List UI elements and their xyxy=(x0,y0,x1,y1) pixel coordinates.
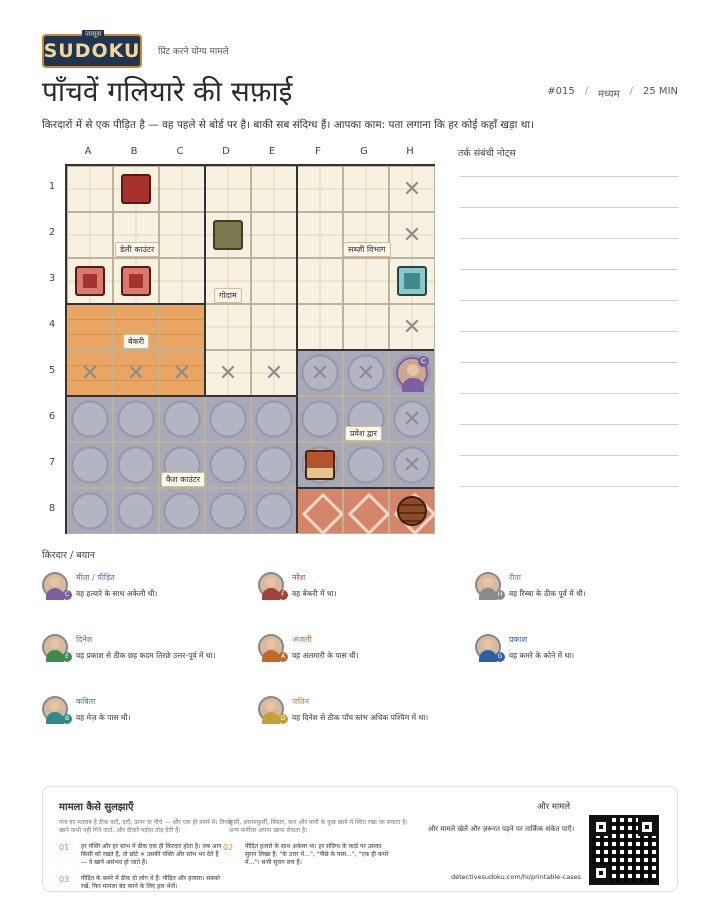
step-number: 03 xyxy=(59,875,70,884)
x-mark[interactable]: ✕ xyxy=(126,360,146,386)
grid-cell[interactable] xyxy=(297,488,343,534)
column-label: D xyxy=(222,146,230,157)
grid-cell[interactable] xyxy=(159,488,205,534)
grid-cell[interactable] xyxy=(343,304,389,350)
character-name: रीता xyxy=(509,573,521,582)
more-cases-title: और मामले xyxy=(537,802,571,812)
avatar xyxy=(258,572,284,598)
character-card[interactable] xyxy=(42,634,252,670)
armchair-icon xyxy=(121,174,151,204)
x-mark[interactable]: ✕ xyxy=(402,176,422,202)
column-labels xyxy=(65,146,435,160)
grid-cell[interactable] xyxy=(159,258,205,304)
grid-cell[interactable] xyxy=(251,304,297,350)
column-label: G xyxy=(360,146,368,157)
note-line xyxy=(460,207,678,208)
column-label: H xyxy=(406,146,414,157)
meta-separator: / xyxy=(629,86,634,97)
grid-cell[interactable] xyxy=(297,212,343,258)
step-text: पीड़ित हत्यारे के साथ अकेला था। हर संदिग्ध के कार्ड पर उसका सुराग लिखा है: "के उत्तर में…", "पीछे के पास…", "एक ही कमरे में…"। सभी सुराग सच हैं। xyxy=(245,843,389,867)
grid-cell[interactable] xyxy=(251,258,297,304)
step-number: 02 xyxy=(223,843,234,852)
grid-cell[interactable] xyxy=(343,258,389,304)
avatar-letter: D xyxy=(278,714,288,724)
puzzle-grid xyxy=(65,164,435,534)
victim-token-letter: C xyxy=(418,356,429,367)
row-label: 6 xyxy=(48,411,56,422)
character-name: मीता / पीड़ित xyxy=(76,573,115,582)
x-mark[interactable]: ✕ xyxy=(402,314,422,340)
avatar-letter: E xyxy=(62,652,72,662)
zone-label-produce: सब्ज़ी विभाग xyxy=(343,242,391,257)
time-estimate: 25 MIN xyxy=(643,86,678,97)
avatar xyxy=(42,634,68,660)
grid-cell[interactable] xyxy=(343,442,389,488)
column-label: F xyxy=(315,146,321,157)
x-mark[interactable]: ✕ xyxy=(218,360,238,386)
x-mark[interactable]: ✕ xyxy=(310,360,330,386)
character-name: प्रकाश xyxy=(509,635,528,644)
grid-cell[interactable] xyxy=(113,442,159,488)
character-statement: वह बेकरी में था। xyxy=(292,589,337,598)
row-label: 3 xyxy=(48,273,56,284)
row-label: 1 xyxy=(48,181,56,192)
grid-cell[interactable] xyxy=(297,258,343,304)
avatar xyxy=(475,634,501,660)
character-card[interactable] xyxy=(258,696,468,732)
case-meta xyxy=(547,86,678,100)
grid-cell[interactable] xyxy=(67,212,113,258)
grid-cell[interactable] xyxy=(297,304,343,350)
grid-cell[interactable] xyxy=(205,488,251,534)
column-label: C xyxy=(176,146,184,157)
how-to-intro-right: कुर्सी, आरामकुर्सी, बिस्तर, कार और पानी के कुछ खाने में स्थित रखा जा सकता है। अन्य फ़र्नीचर अपना खाना रोकता है। xyxy=(229,819,408,834)
x-mark[interactable]: ✕ xyxy=(402,452,422,478)
grid-cell[interactable] xyxy=(251,166,297,212)
character-name: अंजली xyxy=(292,635,312,644)
grid-cell[interactable] xyxy=(251,488,297,534)
qr-finder xyxy=(592,818,610,836)
column-label: A xyxy=(84,146,92,157)
character-card[interactable] xyxy=(42,572,252,608)
grid-cell[interactable] xyxy=(297,166,343,212)
grid-cell[interactable] xyxy=(251,442,297,488)
character-statement: वह रिब्बा के ठीक पूर्व में थी। xyxy=(509,589,586,598)
table-icon xyxy=(213,220,243,250)
row-labels xyxy=(44,164,60,534)
note-line xyxy=(460,455,678,456)
grid-cell[interactable] xyxy=(205,442,251,488)
note-line xyxy=(460,300,678,301)
x-mark[interactable]: ✕ xyxy=(356,360,376,386)
row-label: 4 xyxy=(48,319,56,330)
zone-label-deli: डेली काउंटर xyxy=(115,242,159,257)
qr-finder xyxy=(638,818,656,836)
more-cases-text: और मामले खेलें और ज़रूरत पड़ने पर तार्किक संकेत पाएँ। xyxy=(428,825,575,833)
grid-cell[interactable] xyxy=(67,396,113,442)
logo xyxy=(42,30,142,68)
note-line xyxy=(460,393,678,394)
note-line xyxy=(460,486,678,487)
avatar xyxy=(42,696,68,722)
qr-code-icon[interactable] xyxy=(589,815,659,885)
grid-cell[interactable] xyxy=(67,304,113,350)
row-label: 7 xyxy=(48,457,56,468)
page-title: पाँचवें गलियारे की सफ़ाई xyxy=(42,75,293,108)
room-wall xyxy=(204,166,206,304)
victim-token[interactable] xyxy=(396,357,428,389)
grid-cell[interactable] xyxy=(113,396,159,442)
zone-label-entrance: प्रवेश द्वार xyxy=(345,426,382,441)
character-name: दिनेश xyxy=(76,635,93,644)
character-statement: वह मेज़ के पास थी। xyxy=(76,713,131,722)
meta-separator: / xyxy=(584,86,589,97)
avatar xyxy=(258,634,284,660)
avatar xyxy=(475,572,501,598)
qr-finder xyxy=(592,864,610,882)
grid-cell[interactable] xyxy=(159,396,205,442)
avatar-letter: A xyxy=(278,652,288,662)
step-text: पीड़ित के कमरे में ठीक दो लोग थे हैं: पीड़ित और हत्यारा। सबको रखें, फिर मामला बंद करने के लिए हल भेजें। xyxy=(81,875,220,891)
grid-cell[interactable] xyxy=(205,396,251,442)
room-wall xyxy=(67,303,205,305)
grid-cell[interactable] xyxy=(159,166,205,212)
row-label: 2 xyxy=(48,227,56,238)
how-to-title: मामला कैसे सुलझाएँ xyxy=(59,802,134,813)
character-card[interactable] xyxy=(475,572,685,608)
character-card[interactable] xyxy=(475,634,685,670)
difficulty: मध्यम xyxy=(598,89,620,100)
character-card[interactable] xyxy=(42,696,252,732)
avatar xyxy=(42,572,68,598)
note-line xyxy=(460,269,678,270)
note-line xyxy=(460,331,678,332)
x-mark[interactable]: ✕ xyxy=(80,360,100,386)
grid-cell[interactable] xyxy=(343,488,389,534)
shelf-icon xyxy=(397,266,427,296)
logo-text: SUDOKU xyxy=(43,40,141,62)
x-mark[interactable]: ✕ xyxy=(264,360,284,386)
grid-cell[interactable] xyxy=(113,488,159,534)
character-card[interactable] xyxy=(258,572,468,608)
column-label: E xyxy=(268,146,276,157)
how-to-intro-left: पात्र का मतलब है ठीक बाएँ, दाएँ, ऊपर या नीचे — और एक ही कमरे में। तिरछे खाने कभी नहीं गिने जाते, और दीवारें पड़ोस तोड़ देती हैं। xyxy=(59,819,232,834)
room-wall xyxy=(296,395,298,533)
zone-label-storage: गोदाम xyxy=(214,288,242,303)
avatar-letter: G xyxy=(495,652,505,662)
intro-text: किरदारों में से एक पीड़ित है — वह पहले से बोर्ड पर है। बाकी सब संदिग्ध हैं। आपका काम: पता लगाना कि हर कोई कहाँ खड़ा था। xyxy=(42,119,535,131)
avatar-letter: C xyxy=(62,590,72,600)
note-line xyxy=(460,176,678,177)
avatar xyxy=(258,696,284,722)
zone-label-bakery: बेकरी xyxy=(123,334,149,349)
character-statement: वह अलमारी के पास थी। xyxy=(292,651,359,660)
zone-label-cash: कैश काउंटर xyxy=(161,472,205,487)
character-statement: वह कमरे के कोने में था। xyxy=(509,651,575,660)
note-line xyxy=(460,362,678,363)
row-label: 8 xyxy=(48,503,56,514)
character-statement: वह प्रकाश से ठीक छह कदम तिरछे उत्तर-पूर्व में था। xyxy=(76,651,216,660)
chest-icon xyxy=(305,450,335,480)
grid-cell[interactable] xyxy=(67,488,113,534)
step-text: हर पंक्ति और हर स्तंभ में ठीक एक ही किरदार होता है। जब आप किसी को रखते हैं, तो छोटे ✕ उसकी पंक्ति और स्तंभ भर देते हैं — वे खाने असंभव हो जाते हैं। xyxy=(81,843,222,867)
character-name: जतिन xyxy=(292,697,310,706)
x-mark[interactable]: ✕ xyxy=(172,360,192,386)
note-line xyxy=(460,238,678,239)
column-label: B xyxy=(130,146,138,157)
notes-title: तर्क संबंधी नोट्स xyxy=(458,148,516,159)
avatar-letter: H xyxy=(495,590,505,600)
row-label: 5 xyxy=(48,365,56,376)
grid-cell[interactable] xyxy=(251,212,297,258)
instructions-panel xyxy=(42,786,678,892)
character-name: कविता xyxy=(76,697,96,706)
box-icon xyxy=(121,266,151,296)
case-number: #015 xyxy=(547,86,575,97)
character-name: नरेश xyxy=(292,573,306,582)
x-mark[interactable]: ✕ xyxy=(402,222,422,248)
x-mark[interactable]: ✕ xyxy=(402,406,422,432)
character-statement: वह हत्यारे के साथ अकेली थी। xyxy=(76,589,158,598)
logo-top-text: जासूस xyxy=(82,30,104,39)
note-line xyxy=(460,424,678,425)
avatar-letter: F xyxy=(278,590,288,600)
barrel-icon xyxy=(397,496,427,526)
grid-cell[interactable] xyxy=(297,396,343,442)
grid-cell[interactable] xyxy=(205,304,251,350)
character-card[interactable] xyxy=(258,634,468,670)
cabinet-icon xyxy=(75,266,105,296)
avatar-letter: B xyxy=(62,714,72,724)
character-statement: वह दिनेश से ठीक पाँच स्तंभ अधिक पश्चिम में था। xyxy=(292,713,429,722)
grid-cell[interactable] xyxy=(67,442,113,488)
more-cases-link[interactable]: detectivesudoku.com/hi/printable-cases xyxy=(451,873,581,881)
characters-title: किरदार / बयान xyxy=(42,550,95,561)
grid-cell[interactable] xyxy=(205,166,251,212)
grid-cell[interactable] xyxy=(251,396,297,442)
tagline: प्रिंट करने योग्य मामले xyxy=(158,47,229,57)
grid-cell[interactable] xyxy=(67,166,113,212)
grid-cell[interactable] xyxy=(159,212,205,258)
grid-cell[interactable] xyxy=(343,166,389,212)
step-number: 01 xyxy=(59,843,70,852)
grid-cell[interactable] xyxy=(159,304,205,350)
